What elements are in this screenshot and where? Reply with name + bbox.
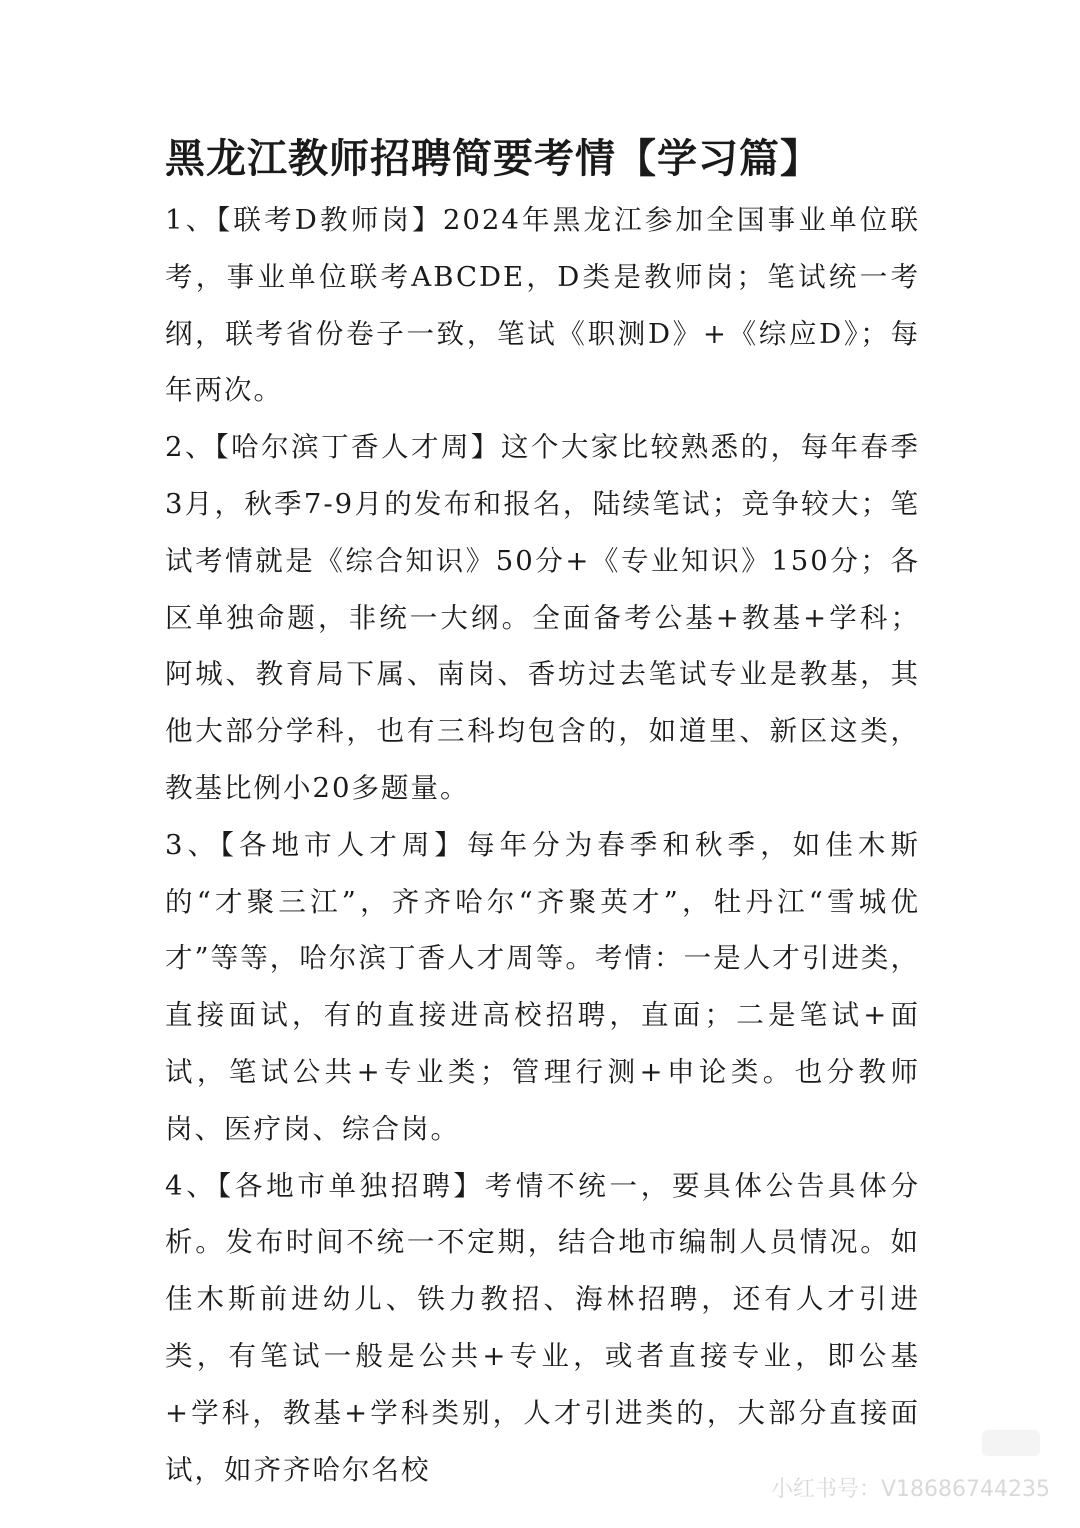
paragraph-3: 3、【各地市人才周】每年分为春季和秋季，如佳木斯的“才聚三江”，齐齐哈尔“齐聚英才”，牡丹江“雪城优才”等等，哈尔滨丁香人才周等。考情：一是人才引进类，直接面试，有的直接进高校招聘，直面；二是笔试+面试，笔试公共+专业类；管理行测+申论类。也分教师岗、医疗岗、综合岗。 <box>165 828 920 1145</box>
watermark: 小红书号：V18686744235 <box>770 1477 1050 1502</box>
paragraph-2: 2、【哈尔滨丁香人才周】这个大家比较熟悉的，每年春季3月，秋季7-9月的发布和报名，陆续笔试；竞争较大；笔试考情就是《综合知识》50分+《专业知识》150分；各区单独命题，非统一大纲。全面备考公基+教基+学科；阿城、教育局下属、南岗、香坊过去笔试专业是教基，其他大部分学科，也有三科均包含的，如道里、新区这类，教基比例小20多题量。 <box>165 431 920 804</box>
document-title: 黑龙江教师招聘简要考情【学习篇】 <box>165 136 821 182</box>
watermark-logo-icon <box>982 1430 1040 1456</box>
paragraph-4: 4、【各地市单独招聘】考情不统一，要具体公告具体分析。发布时间不统一不定期，结合地市编制人员情况。如佳木斯前进幼儿、铁力教招、海林招聘，还有人才引进类，有笔试一般是公共+专业，或者直接专业，即公基+学科，教基+学科类别，人才引进类的，大部分直接面试，如齐齐哈尔名校 <box>165 1169 920 1486</box>
paragraph-1: 1、【联考D教师岗】2024年黑龙江参加全国事业单位联考，事业单位联考ABCDE，D类是教师岗；笔试统一考纲，联考省份卷子一致，笔试《职测D》+《综应D》；每年两次。 <box>165 204 920 407</box>
document-body <box>165 128 920 1498</box>
